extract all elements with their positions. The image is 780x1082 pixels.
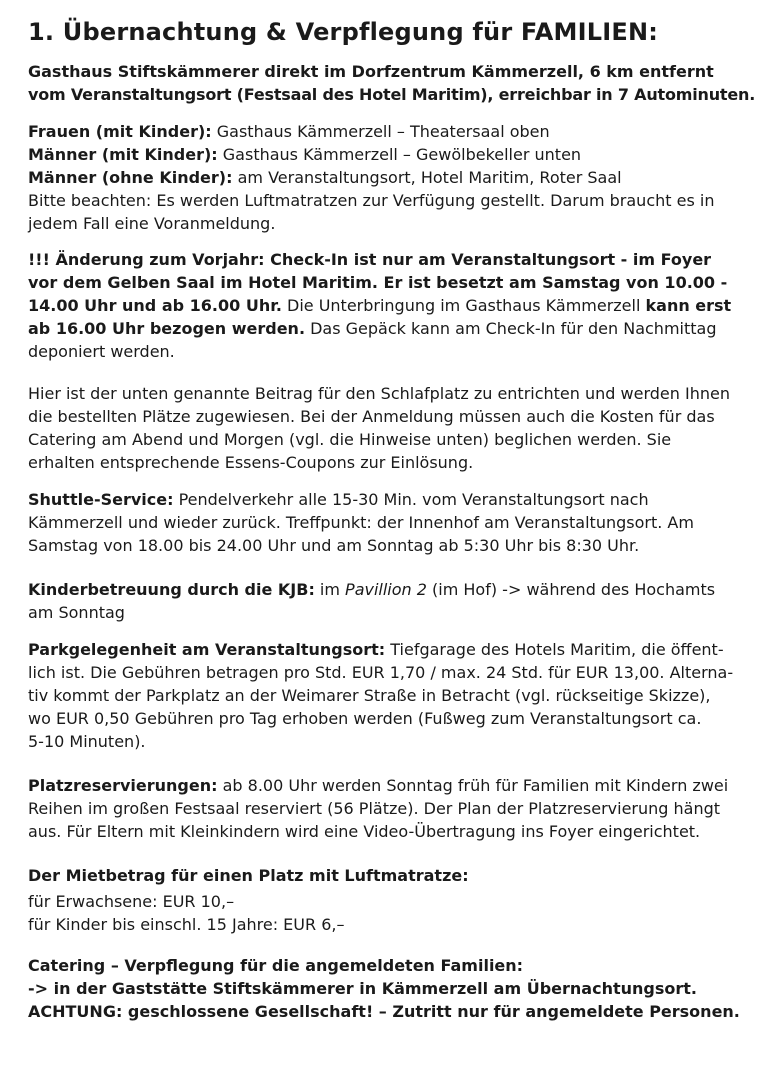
rooms-men-kids-label: Männer (mit Kinder): [28, 145, 218, 164]
rooms-men-kids-line [28, 143, 756, 166]
payment-line: Catering am Abend und Morgen (vgl. die Hinweise unten) beglichen werden. Sie [28, 430, 672, 449]
rooms-women-text: Gasthaus Kämmerzell – Theatersaal oben [211, 122, 550, 141]
intro-line: vom Veranstaltungsort (Festsaal des Hotel Maritim), erreichbar in 7 Autominuten. [28, 85, 756, 104]
rooms-paragraph [28, 120, 756, 235]
rooms-women-label: Frauen (mit Kinder): [28, 122, 212, 141]
catering-line: Catering – Verpflegung für die angemeldeten Familien: [28, 956, 524, 975]
kids-text: im [314, 580, 346, 599]
checkin-emphasis: kann erst [645, 296, 732, 315]
shuttle-line [28, 488, 756, 511]
rooms-men-label: Männer (ohne Kinder): [28, 168, 233, 187]
intro-line: Gasthaus Stiftskämmerer direkt im Dorfzentrum Kämmerzell, 6 km entfernt [28, 62, 714, 81]
parking-line: lich ist. Die Gebühren betragen pro Std. EUR 1,70 / max. 24 Std. für EUR 13,00. Alterna- [28, 663, 734, 682]
kids-location: Pavillion 2 [345, 580, 427, 599]
rooms-men-text: am Veranstaltungsort, Hotel Maritim, Roter Saal [232, 168, 622, 187]
rent-adults-price: für Erwachsene: EUR 10,– [28, 892, 235, 911]
page-title: 1. Übernachtung & Verpflegung für FAMILIEN: [28, 18, 659, 46]
shuttle-line: Kämmerzell und wieder zurück. Treffpunkt: der Innenhof am Veranstaltungsort. Am [28, 513, 694, 532]
kids-line [28, 578, 756, 601]
intro-paragraph [28, 60, 756, 106]
payment-paragraph [28, 382, 756, 474]
catering-line: ACHTUNG: geschlossene Gesellschaft! – Zutritt nur für angemeldete Personen. [28, 1002, 740, 1021]
rooms-women-line [28, 120, 756, 143]
payment-line: Hier ist der unten genannte Beitrag für den Schlafplatz zu entrichten und werden Ihnen [28, 384, 730, 403]
parking-line: tiv kommt der Parkplatz an der Weimarer Straße in Betracht (vgl. rückseitige Skizze), [28, 686, 711, 705]
seats-text: ab 8.00 Uhr werden Sonntag früh für Familien mit Kindern zwei [217, 776, 729, 795]
parking-paragraph [28, 638, 756, 753]
seats-paragraph [28, 774, 756, 843]
checkin-line [28, 294, 756, 317]
rooms-note-line: jedem Fall eine Voranmeldung. [28, 214, 276, 233]
checkin-paragraph [28, 248, 756, 363]
seats-line: Reihen im großen Festsaal reserviert (56 Plätze). Der Plan der Platzreservierung hängt [28, 799, 721, 818]
parking-label: Parkgelegenheit am Veranstaltungsort: [28, 640, 386, 659]
payment-line: die bestellten Plätze zugewiesen. Bei der Anmeldung müssen auch die Kosten für das [28, 407, 715, 426]
kids-line: am Sonntag [28, 603, 125, 622]
seats-line [28, 774, 756, 797]
checkin-text: Die Unterbringung im Gasthaus Kämmerzell [281, 296, 646, 315]
seats-label: Platzreservierungen: [28, 776, 218, 795]
parking-line [28, 638, 756, 661]
checkin-time: 14.00 Uhr und ab 16.00 Uhr. [28, 296, 282, 315]
rent-heading-block [28, 864, 756, 887]
shuttle-text: Pendelverkehr alle 15-30 Min. vom Veranstaltungsort nach [173, 490, 649, 509]
catering-line: -> in der Gaststätte Stiftskämmerer in Kämmerzell am Übernachtungsort. [28, 979, 697, 998]
parking-text: Tiefgarage des Hotels Maritim, die öffent- [385, 640, 724, 659]
checkin-text: Das Gepäck kann am Check-In für den Nachmittag [305, 319, 717, 338]
payment-line: erhalten entsprechende Essens-Coupons zur Einlösung. [28, 453, 474, 472]
shuttle-paragraph [28, 488, 756, 557]
rent-children-price: für Kinder bis einschl. 15 Jahre: EUR 6,– [28, 915, 345, 934]
checkin-emphasis: ab 16.00 Uhr bezogen werden. [28, 319, 306, 338]
seats-line: aus. Für Eltern mit Kleinkindern wird eine Video-Übertragung ins Foyer eingerichtet. [28, 822, 701, 841]
rent-heading: Der Mietbetrag für einen Platz mit Luftmatratze: [28, 866, 469, 885]
checkin-line: !!! Änderung zum Vorjahr: Check-In ist nur am Veranstaltungsort - im Foyer [28, 250, 712, 269]
shuttle-line: Samstag von 18.00 bis 24.00 Uhr und am Sonntag ab 5:30 Uhr bis 8:30 Uhr. [28, 536, 640, 555]
parking-line: 5-10 Minuten). [28, 732, 146, 751]
rent-prices [28, 890, 756, 936]
catering-paragraph [28, 954, 756, 1023]
kids-label: Kinderbetreuung durch die KJB: [28, 580, 315, 599]
parking-line: wo EUR 0,50 Gebühren pro Tag erhoben werden (Fußweg zum Veranstaltungsort ca. [28, 709, 702, 728]
shuttle-label: Shuttle-Service: [28, 490, 174, 509]
kids-text: (im Hof) -> während des Hochamts [426, 580, 716, 599]
checkin-line: deponiert werden. [28, 342, 175, 361]
checkin-line [28, 317, 756, 340]
rooms-men-kids-text: Gasthaus Kämmerzell – Gewölbekeller unten [217, 145, 582, 164]
kids-paragraph [28, 578, 756, 624]
checkin-line: vor dem Gelben Saal im Hotel Maritim. Er ist besetzt am Samstag von 10.00 - [28, 273, 728, 292]
rooms-men-line [28, 166, 756, 189]
rooms-note-line: Bitte beachten: Es werden Luftmatratzen zur Verfügung gestellt. Darum braucht es in [28, 191, 715, 210]
